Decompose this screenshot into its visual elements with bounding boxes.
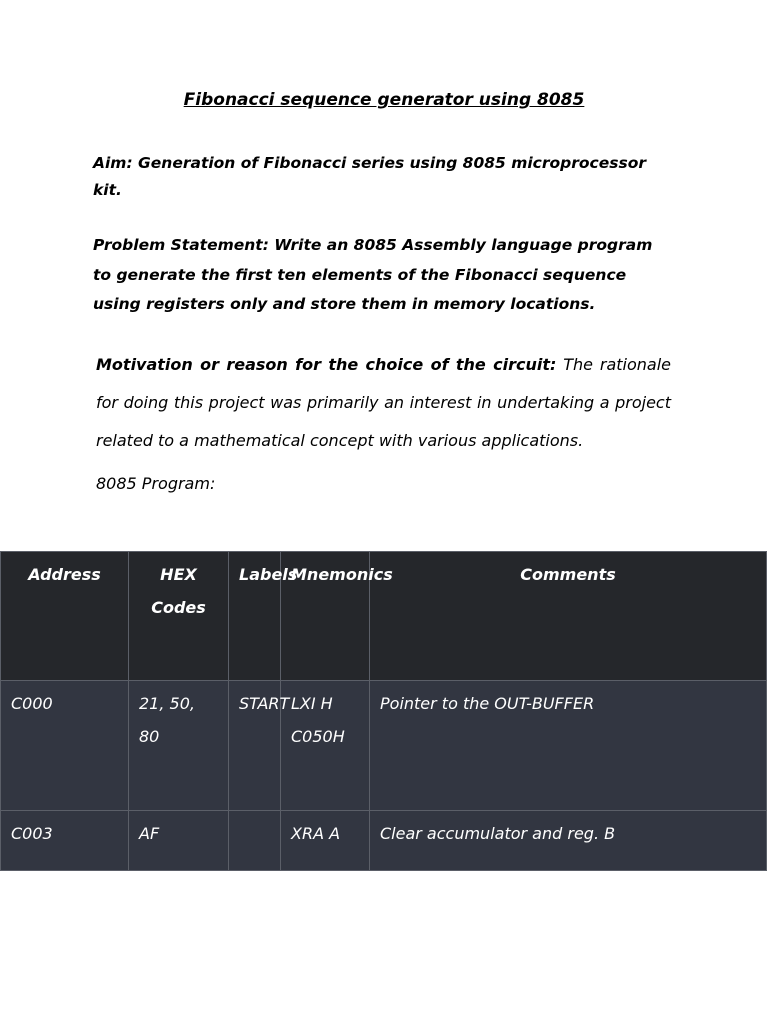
table-header-row — [1, 552, 767, 681]
motivation-lead: Motivation or reason for the choice of the circuit: — [96, 355, 557, 374]
program-label: 8085 Program: — [96, 474, 216, 493]
header-comments: Comments — [370, 552, 767, 681]
cell-hex-codes: AF — [129, 811, 229, 871]
header-address: Address — [1, 552, 129, 681]
page-title: Fibonacci sequence generator using 8085 — [183, 90, 585, 110]
problem-statement-paragraph: Problem Statement: Write an 8085 Assembly language program to generate the first ten elements of the Fibonacci sequence using registers only and store them in memory locations. — [93, 236, 653, 313]
cell-comment: Clear accumulator and reg. B — [370, 811, 767, 871]
cell-comment: Pointer to the OUT-BUFFER — [370, 681, 767, 811]
cell-label: START — [229, 681, 281, 811]
cell-mnemonic: XRA A — [281, 811, 370, 871]
program-table — [0, 551, 767, 871]
header-labels: Labels — [229, 552, 281, 681]
table-row — [1, 681, 767, 811]
cell-mnemonic: LXI H C050H — [281, 681, 370, 811]
header-hex-codes: HEX Codes — [129, 552, 229, 681]
motivation-text: The rationale for doing this project was primarily an interest in undertaking a project related to a mathematical concept with various applications. — [96, 355, 671, 450]
header-mnemonics: Mnemonics — [281, 552, 370, 681]
motivation-paragraph — [96, 346, 671, 460]
cell-hex-codes: 21, 50, 80 — [129, 681, 229, 811]
table-row — [1, 811, 767, 871]
aim-paragraph: Aim: Generation of Fibonacci series using 8085 microprocessor kit. — [93, 154, 646, 199]
cell-address: C000 — [1, 681, 129, 811]
cell-label — [229, 811, 281, 871]
cell-address: C003 — [1, 811, 129, 871]
